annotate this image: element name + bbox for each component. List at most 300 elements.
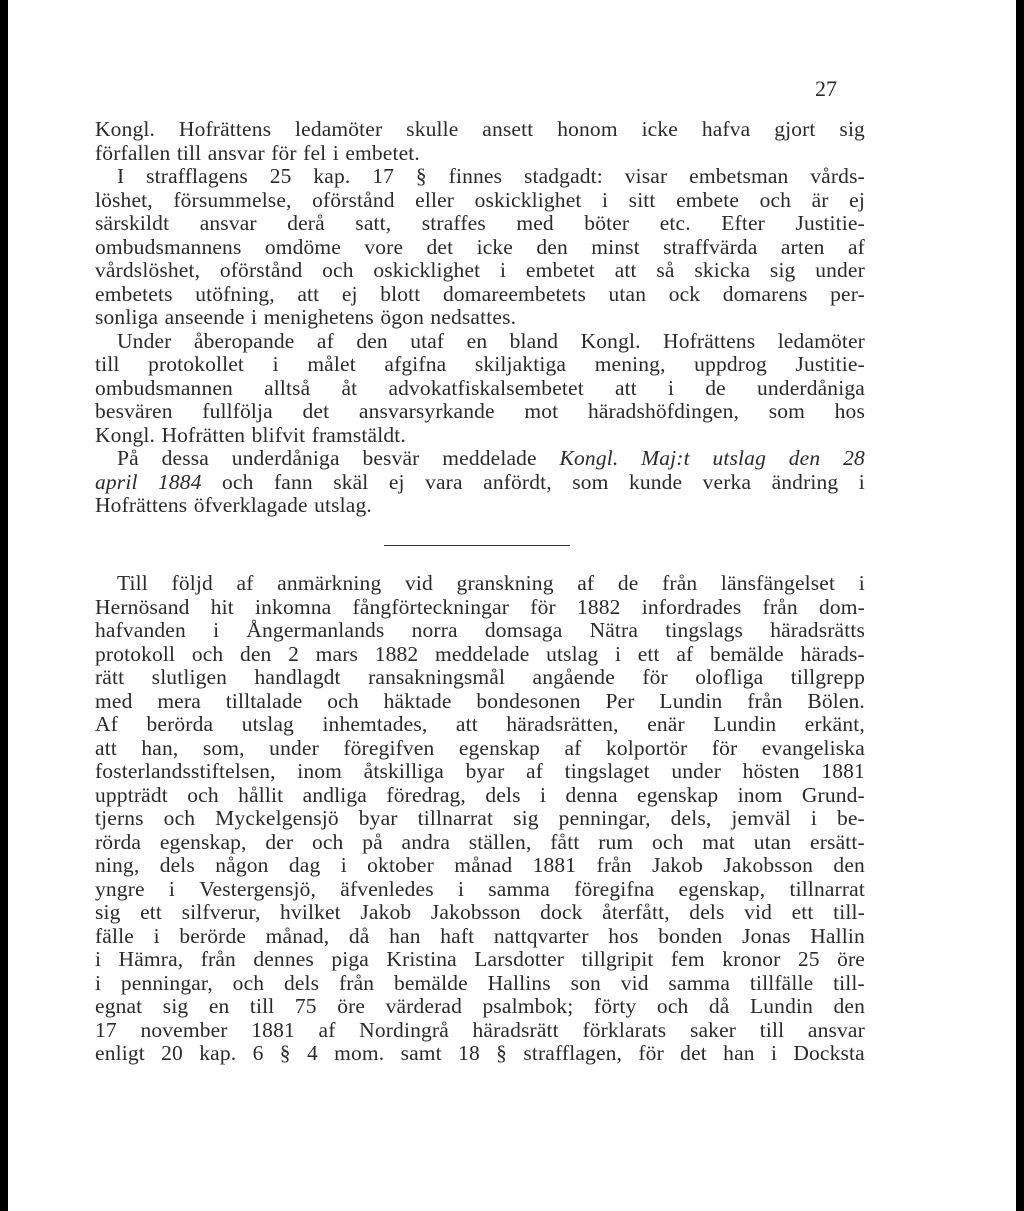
word: vara (425, 469, 463, 494)
word: strafflagen, (523, 1041, 623, 1065)
word: i (213, 618, 220, 642)
text-line (95, 353, 865, 377)
word: 1881 (251, 1017, 295, 1042)
word: tillnarrat (789, 876, 865, 901)
word: för (271, 140, 297, 165)
word: evangeliska (761, 735, 865, 760)
word: olofliga (695, 665, 764, 689)
word: hit (210, 594, 234, 619)
word: länsfängelset (720, 571, 836, 595)
word: från (662, 571, 698, 595)
word: handlagdt (254, 665, 341, 689)
word: det (680, 1041, 707, 1065)
word: silfverur, (181, 900, 261, 924)
word: I (117, 164, 125, 188)
word: föredrag, (386, 782, 466, 807)
word: sig (839, 117, 865, 141)
word: dels (689, 900, 725, 924)
word: anmärkning (277, 571, 382, 595)
word: bland (509, 328, 559, 353)
word: mera (157, 688, 201, 713)
word: fälle (95, 923, 134, 948)
word: tjerns (95, 806, 144, 830)
word: meddelade (442, 446, 537, 470)
word: 17 (372, 164, 395, 188)
word: nedsattes. (430, 305, 517, 329)
word: Af (95, 712, 118, 736)
word: skulle (406, 117, 459, 141)
word: mom. (334, 1041, 385, 1065)
word: ombudsmannens (95, 234, 242, 259)
word: Ångermanlands (246, 618, 385, 642)
word: vårdslöshet, (95, 258, 201, 282)
word: från (200, 947, 236, 971)
word: sitt (628, 187, 656, 212)
word: inom (297, 759, 343, 783)
word: den (833, 853, 865, 877)
word: ombudsmannen (95, 375, 233, 400)
word: till- (833, 900, 865, 924)
text-line (95, 854, 865, 878)
word: inom (737, 782, 783, 807)
word: ett (637, 641, 660, 666)
word: 18 (458, 1041, 480, 1065)
word: egenskap (637, 782, 719, 807)
text-line (95, 572, 865, 596)
word: underdåniga (231, 446, 340, 470)
word: per- (830, 281, 865, 306)
word: Vestergensjö, (199, 876, 317, 901)
scan-border-left (0, 0, 8, 1211)
word: åberopande (193, 328, 295, 353)
word: i (614, 641, 622, 666)
text-line (95, 995, 865, 1019)
word: samma (668, 970, 731, 995)
word: dels, (670, 806, 712, 830)
word: andra (401, 829, 451, 854)
section-divider (384, 545, 570, 546)
word: icke (641, 117, 678, 141)
word: kap. (313, 164, 351, 188)
word: fel (303, 140, 327, 165)
text-line (95, 619, 865, 643)
word: byar (465, 759, 505, 783)
word: då (348, 923, 370, 948)
word: från (596, 853, 632, 877)
word: etc. (659, 211, 691, 235)
word: den (536, 234, 568, 259)
word: egenskap, (678, 876, 766, 901)
word: i (457, 876, 465, 901)
word: tillgripit (581, 947, 654, 971)
word: utslag (712, 446, 766, 470)
word: vid (744, 900, 773, 924)
word: piga (331, 947, 369, 971)
word: det (426, 234, 454, 259)
word: med (516, 211, 554, 235)
word: bemälde (393, 970, 468, 995)
word: Under (117, 328, 172, 353)
word: i (810, 806, 817, 830)
word: till (176, 140, 202, 165)
word: för (642, 665, 668, 689)
word: oskicklighet (373, 258, 481, 282)
word: Nätra (589, 618, 639, 642)
word: att (297, 281, 320, 306)
word: rörda (95, 829, 142, 854)
word: Per (605, 688, 635, 713)
word: i (858, 469, 865, 494)
word: vid (620, 970, 649, 995)
word: en (208, 994, 230, 1018)
word: strafflagens (146, 164, 248, 188)
word: uppträdt (95, 782, 168, 807)
word: satt, (355, 211, 392, 235)
word: målet (307, 352, 356, 376)
word: enär (647, 712, 685, 736)
word: oförstånd (312, 187, 395, 212)
word: ning, (95, 853, 140, 877)
word: af (318, 1017, 336, 1042)
word: Larsdotter (474, 947, 565, 971)
word: ändring (771, 469, 839, 494)
word: att (614, 375, 637, 400)
word: förfallen (95, 140, 171, 165)
text-line (95, 737, 865, 761)
word: fått (550, 829, 580, 854)
word: i (500, 258, 507, 282)
word: månad, (265, 923, 330, 948)
word: ögon (380, 305, 424, 329)
word: under (671, 759, 722, 783)
word: och (322, 258, 354, 282)
word: häradsrätten, (506, 712, 619, 736)
word: § (496, 1041, 508, 1065)
word: och (222, 469, 254, 494)
word: och (327, 688, 359, 713)
word: afgifna (384, 352, 447, 376)
word: föregifna (574, 876, 655, 901)
word: hösten (742, 759, 800, 783)
word: ej (388, 469, 405, 494)
word: till (249, 994, 275, 1018)
word: af (316, 328, 334, 353)
word: han, (141, 735, 179, 760)
word: ansvar (199, 211, 257, 235)
word: af (236, 571, 254, 595)
word: Justitie- (795, 352, 865, 376)
word: blifvit (251, 422, 306, 447)
word: en (466, 328, 488, 353)
word: bonden (658, 923, 723, 948)
word: hållit (238, 782, 284, 807)
text-line (95, 901, 865, 925)
text-line (95, 377, 865, 401)
word: dag (288, 853, 321, 877)
word: dessa (161, 446, 209, 470)
word: sig (95, 900, 121, 924)
word: embete (676, 187, 740, 212)
word: visar (624, 164, 668, 188)
word: domarens (722, 281, 808, 306)
word: advokatfiskalsembetet (388, 375, 584, 400)
word: och (232, 970, 265, 995)
word: Myckelgensjö (215, 806, 339, 830)
text-line (95, 690, 865, 714)
word: Jonas (742, 923, 791, 948)
word: eller (415, 187, 455, 212)
word: 28 (843, 446, 865, 470)
word: penningar, (558, 806, 651, 830)
word: der (265, 829, 294, 854)
word: På (117, 446, 139, 470)
text-line (95, 494, 865, 518)
word: att (614, 258, 637, 282)
word: besvär (362, 446, 420, 470)
word: utan (753, 829, 792, 854)
word: i (540, 782, 547, 807)
word: sig (162, 994, 189, 1018)
word: hos (834, 399, 865, 423)
word: § (279, 1041, 291, 1065)
word: återfått, (602, 900, 670, 924)
word: ansvarsyrkande (358, 399, 495, 423)
word: byar (358, 806, 398, 830)
word: framstäldt. (311, 422, 406, 447)
text-line (95, 142, 865, 166)
word: Hallin (810, 923, 865, 948)
word: egenskap, (159, 829, 247, 854)
word: alltså (264, 375, 311, 400)
word: att (455, 712, 478, 736)
word: 75 (294, 994, 317, 1018)
word: Maj:t (641, 446, 690, 470)
word: äfvenledes (340, 876, 434, 901)
scan-border-right (1016, 0, 1024, 1211)
word: slutligen (151, 665, 228, 689)
word: Bölen. (807, 688, 865, 713)
word: november (140, 1017, 228, 1042)
word: hafva (701, 117, 751, 141)
word: af (564, 735, 582, 760)
word: egenskap (458, 735, 541, 760)
word: 1882 (374, 641, 419, 666)
word: samt (400, 1041, 442, 1065)
word: verka (702, 469, 752, 494)
word: Lundin (659, 688, 723, 713)
word: och (311, 829, 344, 854)
word: fem (670, 947, 705, 971)
word: i (251, 305, 258, 329)
text-line (95, 925, 865, 949)
word: granskning (456, 571, 554, 595)
word: från (747, 688, 783, 713)
word: Kongl. (559, 446, 619, 470)
word: den (356, 328, 388, 353)
word: finnes (448, 164, 503, 188)
word: psalmbok; (482, 994, 574, 1018)
word: och (759, 187, 792, 212)
word: månad (454, 853, 513, 877)
word: jemväl (731, 806, 791, 830)
word: angående (532, 665, 615, 689)
word: oktober (367, 853, 434, 877)
word: mening, (594, 352, 666, 376)
word: åtskilliga (363, 759, 444, 783)
word: ransakningsmål (368, 665, 506, 689)
word: berörde (179, 923, 247, 948)
word: norra (411, 618, 458, 642)
word: dock (540, 900, 583, 924)
word: särskildt (95, 211, 170, 235)
word: från (338, 970, 375, 995)
word: och (191, 641, 224, 666)
word: enligt (95, 1041, 145, 1065)
word: april (95, 469, 138, 494)
word: tingslags (665, 618, 744, 642)
word: af (676, 641, 694, 666)
word: blott (380, 281, 421, 306)
word: ansvar (207, 140, 265, 165)
word: hvilket (280, 900, 341, 924)
word: och (656, 994, 689, 1018)
word: be- (836, 806, 865, 830)
word: 17 (95, 1017, 117, 1042)
word: derå (287, 211, 325, 235)
word: som, (202, 735, 245, 760)
text-line (95, 212, 865, 236)
word: Hallins (487, 970, 551, 995)
word: embetet. (345, 140, 420, 165)
word: de (705, 375, 726, 400)
text-line (95, 306, 865, 330)
text-block-lundin-case (95, 572, 865, 1066)
word: för (530, 594, 556, 619)
word: öre (837, 947, 865, 971)
text-line (95, 165, 865, 189)
word: under (269, 735, 319, 760)
word: kolportör (605, 735, 688, 760)
word: någon (215, 853, 269, 877)
text-line (95, 596, 865, 620)
word: som (572, 469, 609, 494)
word: utslag. (314, 493, 372, 517)
word: besvären (95, 399, 173, 423)
word: tillnarrat (417, 806, 494, 830)
word: vore (364, 234, 404, 259)
word: domareembetets (442, 281, 586, 306)
word: skicka (694, 258, 751, 282)
text-line (95, 1019, 865, 1043)
word: vid (404, 571, 433, 595)
word: i (272, 352, 279, 376)
word: oförstånd (219, 258, 303, 282)
word: anfördt, (483, 469, 552, 494)
word: utaf (410, 328, 445, 353)
word: föregifven (343, 735, 435, 760)
word: inkomna (255, 594, 332, 619)
text-line (95, 118, 865, 142)
word: till (95, 352, 120, 376)
word: Hämra, (118, 947, 184, 971)
word: dels (485, 782, 521, 807)
word: han (389, 923, 421, 948)
word: protokollet (148, 352, 245, 376)
word: Jakobsson (430, 900, 521, 924)
word: tilltalade (225, 688, 303, 713)
word: Jakob (360, 900, 412, 924)
word: rum (598, 829, 634, 854)
text-line (95, 666, 865, 690)
word: i (168, 876, 176, 901)
word: fullfölja (202, 399, 273, 423)
word: andliga (302, 782, 368, 807)
text-line (95, 784, 865, 808)
word: förklarats (582, 1017, 667, 1042)
text-line (95, 713, 865, 737)
word: rätt (95, 665, 125, 689)
word: embetets (95, 281, 173, 306)
word: mat (702, 829, 735, 854)
word: i (602, 187, 609, 212)
word: under (815, 258, 865, 282)
word: fosterlandsstiftelsen, (95, 759, 276, 783)
word: i (770, 1041, 778, 1065)
word: af (847, 234, 865, 259)
word: utslag (241, 712, 294, 736)
word: den (788, 446, 821, 470)
word: straffvärda (663, 234, 758, 259)
word: hos (608, 923, 639, 948)
word: embetsman (689, 164, 789, 188)
word: samma (488, 876, 550, 901)
word: förty (593, 994, 637, 1018)
word: 25 (797, 947, 820, 971)
word: straffes (421, 211, 486, 235)
text-line (95, 972, 865, 996)
word: fann (273, 469, 313, 494)
word: Jakobsson (723, 853, 814, 877)
word: inhemtades, (322, 712, 428, 736)
word: han (723, 1041, 755, 1065)
text-line (95, 424, 865, 448)
page-number: 27 (815, 76, 837, 101)
word: i (340, 853, 347, 877)
word: penningar, (120, 970, 213, 995)
word: Kongl. (95, 422, 156, 447)
word: försummelse, (173, 187, 292, 212)
text-line (95, 283, 865, 307)
word: och (187, 782, 219, 807)
word: af (526, 759, 544, 783)
word: 20 (161, 1041, 183, 1065)
word: tingslaget (564, 759, 650, 783)
word: Grund- (801, 782, 865, 807)
text-line (95, 643, 865, 667)
word: denna (565, 782, 618, 807)
word: Till (117, 571, 148, 595)
word: gjort (774, 117, 816, 141)
word: erkänt, (804, 712, 865, 736)
word: från (762, 594, 798, 619)
text-line (95, 948, 865, 972)
word: häradshöfdingen, (587, 399, 740, 423)
word: 4 (306, 1041, 318, 1065)
text-block-verdict (95, 118, 865, 518)
word: protokoll (95, 641, 176, 666)
word: haft (440, 923, 475, 948)
word: 25 (269, 164, 292, 188)
